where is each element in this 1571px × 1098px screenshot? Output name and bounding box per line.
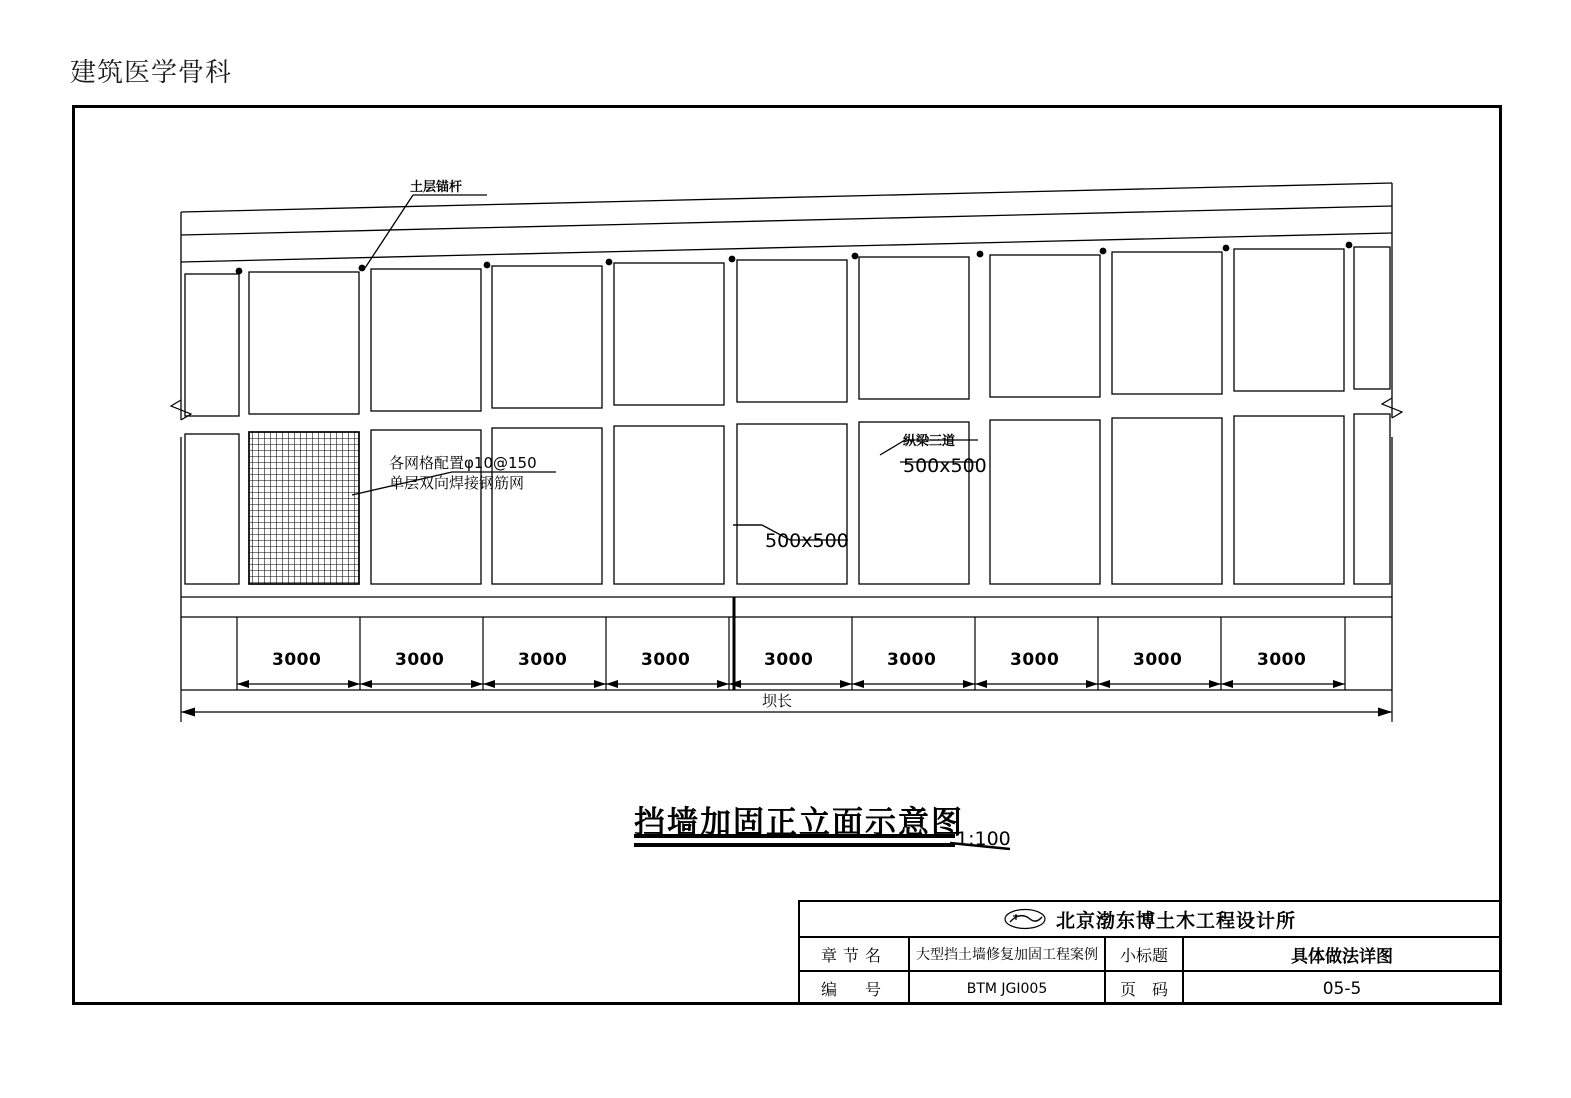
watermark-text: 建筑医学骨科 <box>70 58 233 88</box>
annotation-column-size: 500x500 <box>765 530 849 552</box>
dimension-value: 3000 <box>395 650 445 670</box>
dimension-value: 3000 <box>887 650 937 670</box>
dimension-value: 3000 <box>764 650 814 670</box>
dimension-value: 3000 <box>1010 650 1060 670</box>
number-value: BTM JGI005 <box>910 972 1106 1005</box>
dimension-value: 3000 <box>518 650 568 670</box>
company-logo-icon <box>1004 908 1046 930</box>
annotation-dam-length: 坝长 <box>762 692 793 710</box>
dimension-value: 3000 <box>1257 650 1307 670</box>
title-block <box>798 900 1502 1005</box>
dimension-value: 3000 <box>641 650 691 670</box>
title-block-row-2 <box>800 972 1500 1005</box>
subtitle-label: 小标题 <box>1106 938 1184 970</box>
annotation-beam-size: 500x500 <box>903 455 987 477</box>
chapter-label: 章节名 <box>800 938 910 970</box>
subtitle-value: 具体做法详图 <box>1291 946 1393 967</box>
chapter-value: 大型挡土墙修复加固工程案例 <box>910 938 1106 970</box>
page-label: 页 码 <box>1106 972 1184 1005</box>
drawing-title: 挡墙加固正立面示意图 <box>634 805 964 841</box>
company-name: 北京渤东博土木工程设计所 <box>1055 909 1296 932</box>
title-block-row-1 <box>800 938 1500 972</box>
dimension-value: 3000 <box>272 650 322 670</box>
drawing-scale: 1:100 <box>956 828 1011 850</box>
number-label: 编 号 <box>800 972 910 1005</box>
title-block-header <box>800 902 1500 938</box>
annotation-anchor-rod: 土层锚杆 <box>410 180 463 195</box>
dimension-value: 3000 <box>1133 650 1183 670</box>
annotation-beam-label: 纵梁三道 <box>903 434 956 449</box>
annotation-mesh-spec-1: 各网格配置φ10@150 <box>389 454 537 472</box>
page-value: 05-5 <box>1322 978 1362 999</box>
annotation-mesh-spec-2: 单层双向焊接钢筋网 <box>389 474 525 492</box>
